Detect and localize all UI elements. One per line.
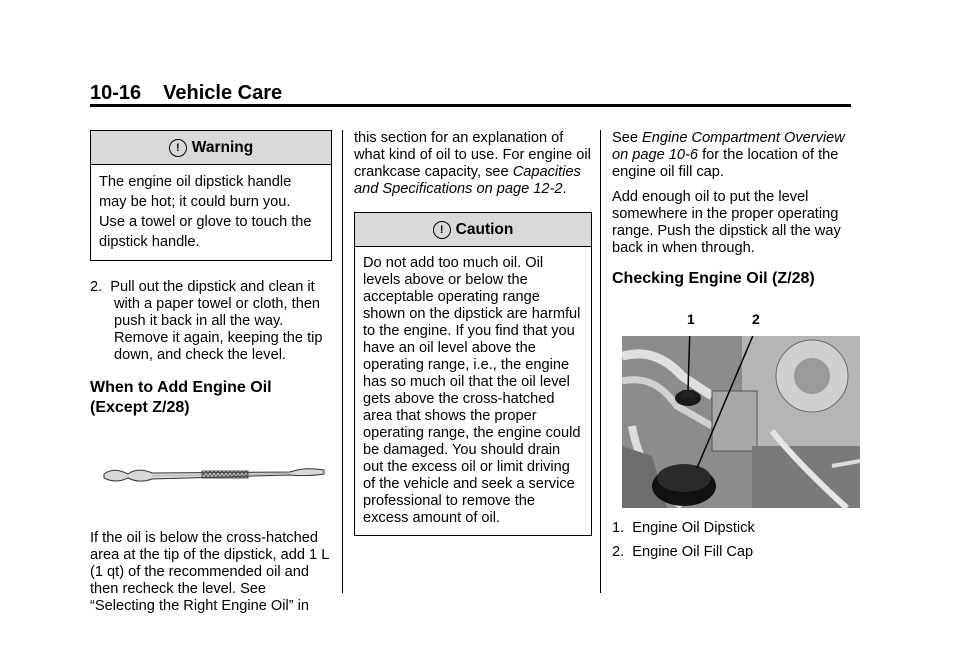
column-3 (612, 130, 852, 561)
page-header (90, 82, 282, 105)
oil-level-paragraph: If the oil is below the cross-hatched area at the tip of the dipstick, add 1 L (1 qt) of the recommended oil and then recheck the level. See “Selecting the Right Engine Oil” in (90, 530, 329, 614)
warning-icon: ! (169, 139, 187, 157)
caution-text: Do not add too much oil. Oil levels above or below the acceptable operating range shown on the dipstick are harmful to the engine. If you find that you have an oil level above the operating range, i.e., the engine has so much oil that the oil level gets above the cross-hatched area that shows the proper operating range, the engine could be damaged. You should drain out the excess oil or limit driving of the vehicle and seek a service professional to remove the excess amount of oil. (363, 255, 581, 526)
callout-2: 2 (752, 311, 760, 327)
caution-header (355, 213, 591, 247)
caution-title: Caution (455, 221, 514, 238)
heading-checking-z28: Checking Engine Oil (Z/28) (612, 270, 815, 287)
header-rule (90, 104, 851, 107)
column-separator-2 (600, 130, 601, 593)
dipstick-illustration (90, 448, 330, 508)
caption-item-2: 2. Engine Oil Fill Cap (612, 544, 754, 560)
section-title: Vehicle Care (163, 82, 283, 104)
oil-type-paragraph: this section for an explanation of what kind of oil to use. For engine oil crankcase capacity, see Capacities and Specifications on page 12-2. (354, 130, 591, 197)
caution-box (354, 212, 592, 536)
warning-line: may be hot; it could burn you. (99, 194, 291, 210)
warning-line: Use a towel or glove to touch the (99, 214, 312, 230)
step-2: 2. Pull out the dipstick and clean it with a paper towel or cloth, then push it back in all the way. Remove it again, keeping the tip down, and check the level. (90, 279, 323, 363)
heading-when-to-add: When to Add Engine Oil (Except Z/28) (90, 379, 272, 416)
engine-photo-figure (612, 311, 852, 516)
engine-compartment-link[interactable]: Engine Compartment Overview on page 10-6 (612, 130, 845, 163)
page-number: 10-16 (90, 82, 142, 104)
warning-title: Warning (191, 139, 254, 156)
caution-icon: ! (433, 221, 451, 239)
column-1 (90, 130, 332, 615)
warning-line: dipstick handle. (99, 234, 200, 250)
engine-photo (622, 336, 860, 508)
column-2 (354, 130, 592, 536)
warning-box (90, 130, 332, 261)
caption-item-1: 1. Engine Oil Dipstick (612, 520, 755, 536)
warning-header (91, 131, 331, 165)
column-separator-1 (342, 130, 343, 593)
warning-line: The engine oil dipstick handle (99, 174, 292, 190)
capacities-link[interactable]: Capacities and Specifications on page 12-2 (354, 164, 581, 197)
callout-1: 1 (687, 311, 695, 327)
add-oil-paragraph: Add enough oil to put the level somewhere in the proper operating range. Push the dipstick all the way back in when through. (612, 189, 841, 256)
fill-cap-location-paragraph: See Engine Compartment Overview on page 10-6 for the location of the engine oil fill cap. (612, 130, 845, 180)
